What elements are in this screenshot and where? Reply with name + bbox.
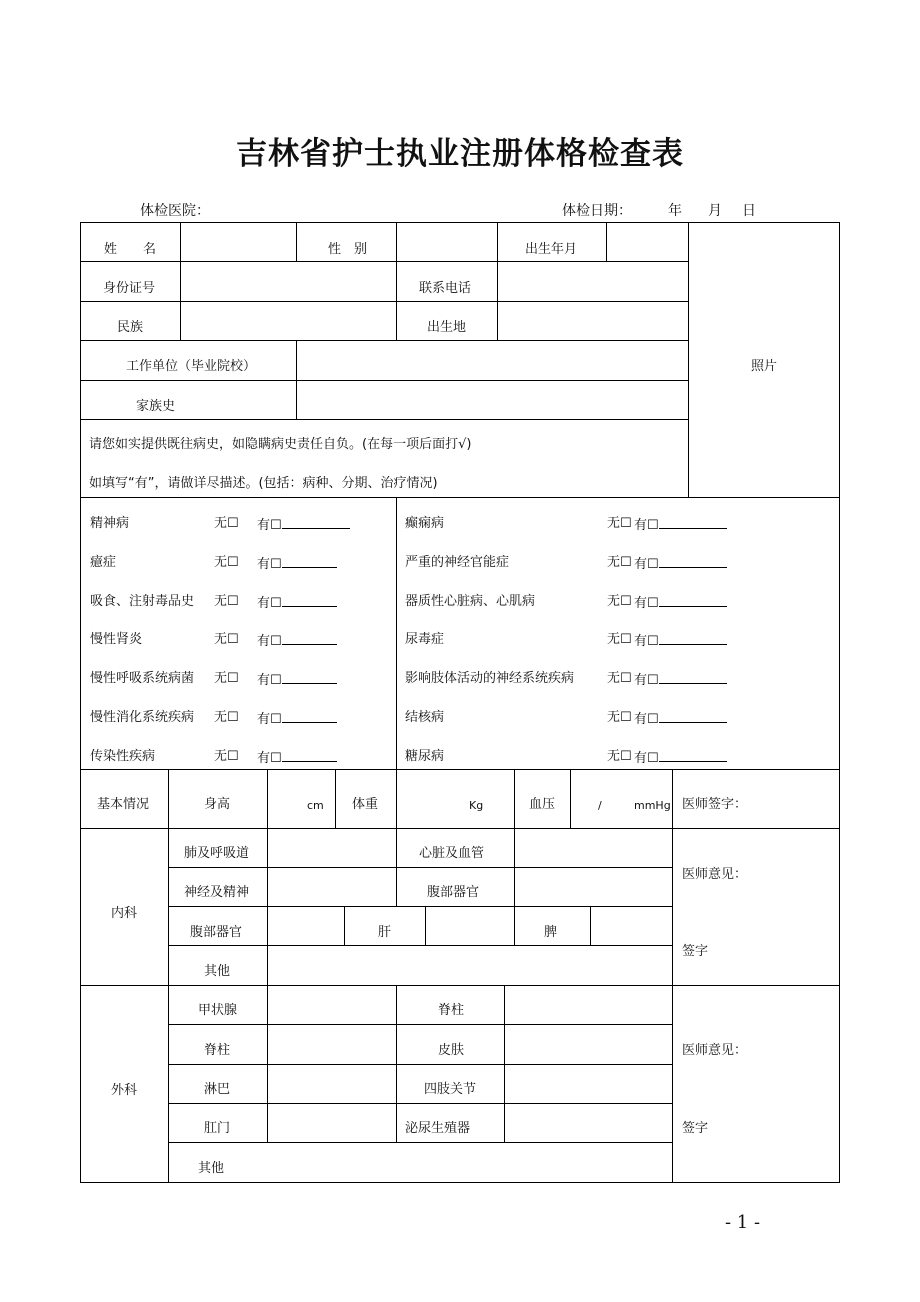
detail-line[interactable] bbox=[282, 749, 337, 762]
thyroid-field[interactable] bbox=[269, 987, 394, 1023]
divider bbox=[168, 906, 672, 907]
surgery-opinion-field[interactable] bbox=[674, 987, 838, 1182]
detail-line[interactable] bbox=[659, 555, 727, 568]
month-label: 月 bbox=[708, 203, 722, 219]
disease-label: 严重的神经官能症 bbox=[405, 555, 510, 570]
divider bbox=[80, 380, 688, 381]
detail-line[interactable] bbox=[659, 516, 727, 529]
divider bbox=[267, 769, 268, 828]
divider bbox=[497, 222, 498, 340]
disease-label: 慢性呼吸系统病菌 bbox=[90, 671, 195, 686]
mmhg-unit: mmHg bbox=[634, 799, 671, 812]
divider bbox=[570, 769, 571, 828]
divider bbox=[80, 340, 688, 341]
kg-unit: Kg bbox=[469, 799, 484, 812]
detail-line[interactable] bbox=[659, 710, 727, 723]
work-unit-field[interactable] bbox=[298, 342, 686, 378]
none-checkbox[interactable]: 无☐ bbox=[214, 516, 239, 531]
liver-label: 肝 bbox=[378, 925, 392, 940]
disease-label: 癔症 bbox=[90, 555, 117, 570]
detail-line[interactable] bbox=[282, 710, 337, 723]
divider bbox=[396, 497, 397, 769]
surgery-sign-label: 签字 bbox=[682, 1121, 709, 1136]
birth-label: 出生年月 bbox=[525, 242, 578, 257]
none-checkbox[interactable]: 无☐ bbox=[607, 632, 632, 647]
divider bbox=[180, 222, 181, 340]
none-checkbox[interactable]: 无☐ bbox=[607, 710, 632, 725]
name-label: 姓 名 bbox=[104, 242, 157, 257]
lymph-label: 淋巴 bbox=[204, 1082, 231, 1097]
year-label: 年 bbox=[668, 203, 682, 219]
birth-field[interactable] bbox=[608, 224, 686, 260]
divider bbox=[267, 985, 268, 1142]
divider bbox=[80, 769, 840, 770]
has-checkbox[interactable] bbox=[257, 632, 337, 650]
detail-line[interactable] bbox=[282, 671, 337, 684]
none-checkbox[interactable]: 无☐ bbox=[214, 555, 239, 570]
has-checkbox[interactable] bbox=[634, 632, 727, 650]
phone-label: 联系电话 bbox=[419, 281, 472, 296]
divider bbox=[396, 828, 397, 906]
disease-label: 精神病 bbox=[90, 516, 130, 531]
has-checkbox[interactable] bbox=[257, 749, 337, 767]
divider bbox=[168, 1024, 672, 1025]
divider bbox=[425, 906, 426, 945]
lung-field[interactable] bbox=[269, 830, 394, 866]
surgery-other-label: 其他 bbox=[198, 1161, 225, 1176]
thyroid-label: 甲状腺 bbox=[198, 1003, 238, 1018]
has-checkbox[interactable] bbox=[634, 555, 727, 573]
has-checkbox-label: 有☐ bbox=[257, 751, 282, 766]
detail-line[interactable] bbox=[659, 632, 727, 645]
phone-field[interactable] bbox=[499, 263, 686, 299]
has-checkbox-label: 有☐ bbox=[634, 557, 659, 572]
spine-right-label: 脊柱 bbox=[438, 1003, 465, 1018]
neuro-field[interactable] bbox=[269, 869, 394, 905]
divider bbox=[335, 769, 336, 828]
disease-label: 传染性疾病 bbox=[90, 749, 156, 764]
has-checkbox-label: 有☐ bbox=[257, 557, 282, 572]
has-checkbox[interactable] bbox=[257, 594, 337, 612]
day-label: 日 bbox=[742, 203, 756, 219]
internal-opinion-label: 医师意见： bbox=[682, 867, 748, 882]
disease-label: 结核病 bbox=[405, 710, 445, 725]
spleen-label: 脾 bbox=[544, 925, 558, 940]
divider bbox=[514, 906, 515, 945]
ethnicity-field[interactable] bbox=[182, 303, 394, 339]
urogenital-label: 泌尿生殖器 bbox=[405, 1121, 471, 1136]
divider bbox=[168, 1103, 672, 1104]
has-checkbox[interactable] bbox=[634, 594, 727, 612]
spine-left-label: 脊柱 bbox=[204, 1043, 231, 1058]
weight-field[interactable] bbox=[398, 771, 466, 826]
hospital-label: 体检医院： bbox=[140, 203, 210, 219]
divider bbox=[80, 301, 688, 302]
spine-right-field[interactable] bbox=[506, 987, 670, 1023]
detail-line[interactable] bbox=[282, 632, 337, 645]
lung-label: 肺及呼吸道 bbox=[184, 846, 250, 861]
none-checkbox[interactable]: 无☐ bbox=[607, 749, 632, 764]
internal-opinion-field[interactable] bbox=[674, 830, 838, 984]
limbs-field[interactable] bbox=[506, 1066, 670, 1102]
none-checkbox[interactable]: 无☐ bbox=[607, 594, 632, 609]
birthplace-label: 出生地 bbox=[427, 320, 467, 335]
disease-label: 癫痫病 bbox=[405, 516, 445, 531]
detail-line[interactable] bbox=[282, 594, 337, 607]
has-checkbox-label: 有☐ bbox=[257, 518, 282, 533]
ethnicity-label: 民族 bbox=[117, 320, 144, 335]
skin-field[interactable] bbox=[506, 1026, 670, 1063]
bp-slash: / bbox=[598, 799, 602, 812]
divider bbox=[514, 769, 515, 828]
has-checkbox[interactable] bbox=[257, 555, 337, 573]
divider bbox=[80, 419, 688, 420]
heart-label: 心脏及血管 bbox=[419, 846, 485, 861]
heart-field[interactable] bbox=[516, 830, 670, 866]
internal-other-field[interactable] bbox=[269, 947, 670, 984]
divider bbox=[80, 828, 840, 829]
has-checkbox-label: 有☐ bbox=[634, 673, 659, 688]
has-checkbox[interactable] bbox=[634, 516, 727, 534]
divider bbox=[168, 867, 672, 868]
family-history-field[interactable] bbox=[298, 382, 686, 418]
divider bbox=[296, 222, 297, 262]
bp-field[interactable] bbox=[572, 771, 670, 826]
divider bbox=[267, 828, 268, 906]
none-checkbox[interactable]: 无☐ bbox=[607, 555, 632, 570]
has-checkbox-label: 有☐ bbox=[634, 751, 659, 766]
liver-field[interactable] bbox=[427, 908, 512, 944]
surgery-label: 外科 bbox=[111, 1083, 138, 1098]
has-checkbox-label: 有☐ bbox=[634, 712, 659, 727]
has-checkbox[interactable] bbox=[257, 710, 337, 728]
divider bbox=[396, 985, 397, 1142]
divider bbox=[296, 340, 297, 419]
divider bbox=[168, 1064, 672, 1065]
name-field[interactable] bbox=[182, 224, 294, 260]
divider bbox=[396, 222, 397, 340]
detail-line[interactable] bbox=[282, 555, 337, 568]
urogenital-field[interactable] bbox=[506, 1105, 670, 1141]
disease-label: 慢性消化系统疾病 bbox=[90, 710, 195, 725]
basic-info-label: 基本情况 bbox=[97, 797, 150, 812]
divider bbox=[344, 906, 345, 945]
has-checkbox[interactable] bbox=[257, 671, 337, 689]
id-number-label: 身份证号 bbox=[103, 281, 156, 296]
none-checkbox[interactable]: 无☐ bbox=[214, 749, 239, 764]
divider bbox=[606, 222, 607, 262]
detail-line[interactable] bbox=[659, 594, 727, 607]
has-checkbox-label: 有☐ bbox=[257, 634, 282, 649]
lymph-field[interactable] bbox=[269, 1066, 394, 1102]
internal-other-label: 其他 bbox=[204, 964, 231, 979]
instruction-line2: 如填写“有”，请做详尽描述。(包括：病种、分期、治疗情况) bbox=[89, 476, 438, 491]
has-checkbox[interactable] bbox=[257, 516, 350, 534]
detail-line[interactable] bbox=[659, 671, 727, 684]
skin-label: 皮肤 bbox=[438, 1043, 465, 1058]
has-checkbox[interactable] bbox=[634, 710, 727, 728]
doctor-signature-label: 医师签字： bbox=[682, 797, 748, 812]
divider bbox=[688, 222, 689, 497]
disease-label: 吸食、注射毒品史 bbox=[90, 594, 195, 609]
photo-area[interactable] bbox=[690, 224, 838, 496]
surgery-other-field[interactable] bbox=[269, 1144, 670, 1182]
has-checkbox-label: 有☐ bbox=[634, 518, 659, 533]
instruction-line1: 请您如实提供既往病史，如隐瞒病史责任自负。(在每一项后面打√) bbox=[89, 437, 472, 452]
divider bbox=[672, 769, 673, 1183]
spine-left-field[interactable] bbox=[269, 1026, 394, 1063]
has-checkbox-label: 有☐ bbox=[257, 596, 282, 611]
divider bbox=[267, 906, 268, 985]
divider bbox=[514, 828, 515, 906]
abdomen-field[interactable] bbox=[516, 869, 670, 905]
divider bbox=[80, 261, 688, 262]
weight-label: 体重 bbox=[352, 797, 379, 812]
disease-label: 糖尿病 bbox=[405, 749, 445, 764]
divider bbox=[80, 985, 840, 986]
gender-field[interactable] bbox=[398, 224, 495, 260]
divider bbox=[80, 497, 840, 498]
anus-field[interactable] bbox=[269, 1105, 394, 1141]
divider bbox=[504, 985, 505, 1142]
has-checkbox[interactable] bbox=[634, 671, 727, 689]
internal-medicine-label: 内科 bbox=[111, 906, 138, 921]
none-checkbox[interactable]: 无☐ bbox=[214, 594, 239, 609]
form-title: 吉林省护士执业注册体格检查表 bbox=[236, 136, 684, 172]
id-number-field[interactable] bbox=[182, 263, 394, 299]
none-checkbox[interactable]: 无☐ bbox=[214, 632, 239, 647]
none-checkbox[interactable]: 无☐ bbox=[607, 671, 632, 686]
none-checkbox[interactable]: 无☐ bbox=[214, 671, 239, 686]
disease-label: 慢性肾炎 bbox=[90, 632, 143, 647]
birthplace-field[interactable] bbox=[499, 303, 686, 339]
photo-label: 照片 bbox=[751, 359, 778, 374]
none-checkbox[interactable]: 无☐ bbox=[607, 516, 632, 531]
has-checkbox-label: 有☐ bbox=[257, 673, 282, 688]
disease-label: 尿毒症 bbox=[405, 632, 445, 647]
disease-label: 器质性心脏病、心肌病 bbox=[405, 594, 536, 609]
divider bbox=[168, 945, 672, 946]
divider bbox=[168, 769, 169, 1183]
height-label: 身高 bbox=[204, 797, 231, 812]
surgery-opinion-label: 医师意见： bbox=[682, 1043, 748, 1058]
has-checkbox-label: 有☐ bbox=[257, 712, 282, 727]
family-history-label: 家族史 bbox=[136, 399, 176, 414]
divider bbox=[590, 906, 591, 945]
spleen-field[interactable] bbox=[592, 908, 670, 944]
limbs-label: 四肢关节 bbox=[424, 1082, 477, 1097]
abdomen-label: 腹部器官 bbox=[427, 885, 480, 900]
date-label: 体检日期： bbox=[562, 203, 632, 219]
abdomen-organs-label: 腹部器官 bbox=[190, 925, 243, 940]
abdomen-organs-field[interactable] bbox=[269, 908, 342, 944]
anus-label: 肛门 bbox=[204, 1121, 231, 1136]
has-checkbox-label: 有☐ bbox=[634, 634, 659, 649]
neuro-label: 神经及精神 bbox=[184, 885, 250, 900]
divider bbox=[396, 769, 397, 828]
height-field[interactable] bbox=[269, 771, 305, 826]
cm-unit: cm bbox=[307, 799, 324, 812]
gender-label: 性 别 bbox=[328, 242, 368, 257]
has-checkbox-label: 有☐ bbox=[634, 596, 659, 611]
internal-sign-label: 签字 bbox=[682, 944, 709, 959]
divider bbox=[168, 1142, 672, 1143]
page-number: - 1 - bbox=[725, 1212, 761, 1233]
disease-label: 影响肢体活动的神经系统疾病 bbox=[405, 671, 575, 686]
bp-label: 血压 bbox=[529, 797, 556, 812]
work-unit-label: 工作单位（毕业院校） bbox=[126, 359, 257, 374]
has-checkbox[interactable] bbox=[634, 749, 727, 767]
detail-line[interactable] bbox=[659, 749, 727, 762]
none-checkbox[interactable]: 无☐ bbox=[214, 710, 239, 725]
detail-line[interactable] bbox=[282, 516, 350, 529]
